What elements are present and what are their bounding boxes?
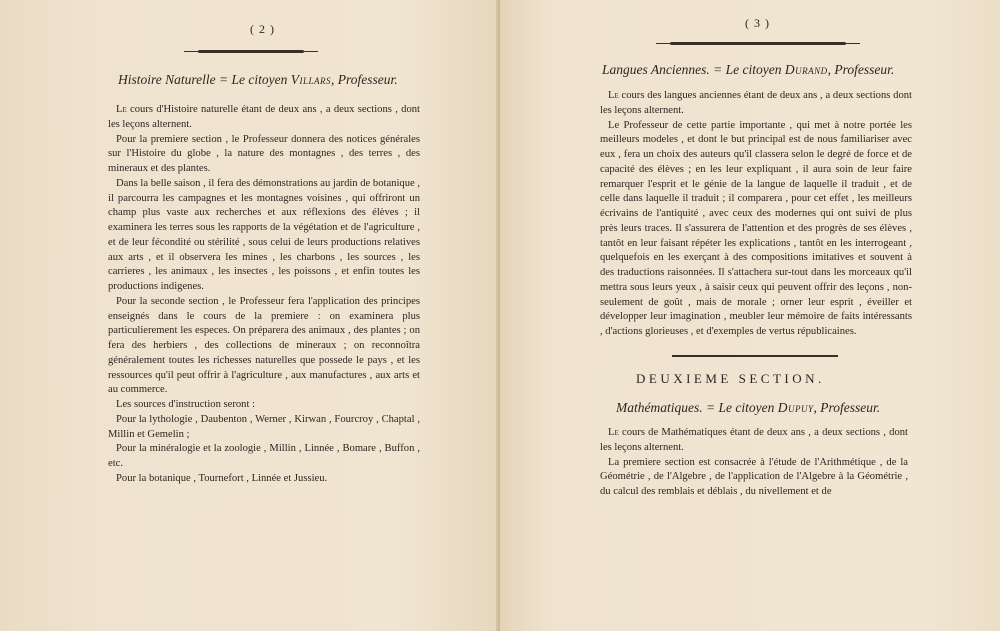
heading-suffix: , Professeur. — [330, 72, 398, 87]
section-heading — [616, 400, 880, 416]
paragraph: Le Professeur de cette partie importante , qui met à notre portée les meilleurs modeles , et dont le but principal est de nous familiariser avec eux , fera un choix des auteurs qu'il classera selon le degré de force et de capacité des élèves ; en les leur expliquant , il aura soin de leur faire remarquer l'esprit et le génie de la langue de laquelle il traduit , et de celle dans laquelle il traduit ; il comparera , pour cet effet , les meilleurs écrivains de l'antiquité , avec ceux des modernes qui ont suivi de plus près leurs traces. Il s'assurera de l'attention et des progrès de ses élèves , tantôt en leur faisant répéter les explications , tantôt en les interrogeant , quelquefois en les exerçant à des compositions imitatives et souvent à des traductions raisonnées. Il s'attachera sur-tout dans les morceaux qu'il mettra sous leurs yeux , à saisir ceux qui peuvent offrir des leçons , non-seulement de goût , mais de morale ; orner leur esprit , éveiller et développer leur imagination , meubler leur mémoire de faits intéressants , d'actions glorieuses , et d'exemples de vertus républicaines. — [600, 119, 912, 337]
heading-subject: Histoire Naturelle — [118, 72, 216, 87]
heading-subject: Mathématiques. — [616, 400, 703, 415]
paragraph: Pour la seconde section , le Professeur fera l'application des principes enseignés dans le cours de la premiere : on examinera plus particulierement les especes. On préparera des animaux , des plantes ; on fera des herbiers , des collections de mineraux ; on reconnoîtra généralement toutes les richesses naturelles que possede le pays , et les ressources qu'il peut offrir à l'agriculture , aux manufactures , aux arts et au commerce. — [108, 295, 420, 396]
section-title: DEUXIEME SECTION. — [636, 371, 825, 386]
heading-separator: = — [219, 72, 229, 87]
paragraph: Pour la minéralogie et la zoologie , Millin , Linnée , Bomare , Buffon , etc. — [108, 443, 420, 469]
ornamental-rule — [198, 50, 304, 53]
professor-name: Villars — [290, 72, 331, 87]
heading-separator: = — [706, 400, 716, 415]
paragraph — [600, 426, 908, 456]
paragraph-text: cours des langues anciennes étant de deux ans , a deux sections dont les leçons alternent. — [600, 90, 912, 116]
section-heading — [118, 72, 398, 88]
paragraph: Les sources d'instruction seront : — [116, 399, 256, 410]
heading-prefix: Le citoyen — [231, 72, 288, 87]
paragraph — [108, 103, 420, 133]
heading-subject: Langues Anciennes. — [602, 62, 710, 77]
paragraph: Dans la belle saison , il fera des démonstrations au jardin de botanique , il parcourra les campagnes et les montagnes voisines , qui offriront un champ plus vaste aux recherches et aux réflexions des élèves ; il examinera les terres sous les rapports de la végétation et de l'agriculture , et de leur fécondité ou stérilité , sous celui de leurs productions relatives aux arts , et il observera les mines , les charbons , les sources , les carrieres , les animaux , les insectes , les poissons , et enfin toutes les productions indigenes. — [108, 177, 420, 292]
heading-prefix: Le citoyen — [718, 400, 775, 415]
page-number: ( 2 ) — [250, 22, 275, 36]
body-text — [600, 426, 908, 500]
body-text — [108, 103, 420, 487]
heading-suffix: , Professeur. — [813, 400, 881, 415]
body-text — [600, 89, 912, 340]
paragraph — [600, 89, 912, 119]
paragraph-text: cours d'Histoire naturelle étant de deux ans , a deux sections , dont les leçons alternent. — [108, 104, 420, 130]
paragraph-lead: Le — [608, 427, 619, 438]
page-number: ( 3 ) — [745, 16, 770, 30]
paragraph: Pour la lythologie , Daubenton , Werner , Kirwan , Fourcroy , Chaptal , Millin et Gemelin ; — [108, 413, 420, 440]
section-heading — [602, 62, 894, 78]
paragraph: Pour la premiere section , le Professeur donnera des notices générales sur l'Histoire du globe , la nature des montagnes , des terres , des mineraux et des plantes. — [108, 133, 420, 174]
professor-name: Dupuy — [777, 400, 814, 415]
ornamental-rule — [670, 42, 846, 45]
paragraph-lead: Le — [608, 90, 619, 101]
heading-prefix: Le citoyen — [725, 62, 782, 77]
right-page — [500, 0, 1000, 631]
paragraph: Pour la botanique , Tournefort , Linnée et Jussieu. — [116, 472, 328, 484]
paragraph-text: cours de Mathématiques étant de deux ans , a deux sections , dont les leçons alternent. — [600, 427, 908, 453]
paragraph: La premiere section est consacrée à l'étude de l'Arithmétique , de la Géométrie , de l'Algebre , de l'application de l'Algebre à la Géométrie , du calcul des remblais et déblais , du nivellement et de — [600, 456, 908, 497]
heading-suffix: , Professeur. — [827, 62, 895, 77]
paragraph-lead: Le — [116, 104, 127, 115]
ornamental-rule — [672, 355, 838, 357]
heading-separator: = — [713, 62, 723, 77]
professor-name: Durand — [784, 62, 828, 77]
